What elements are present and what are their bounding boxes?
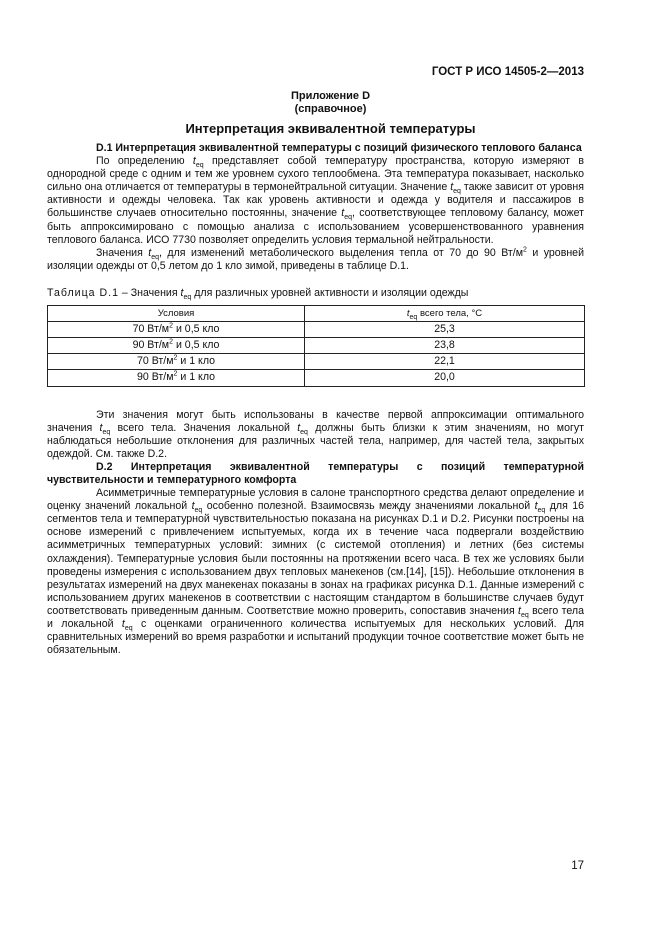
- data-table: [47, 305, 585, 386]
- paragraph-d2-1: Асимметричные температурные условия в салоне транспортного средства делают определение и оценку значений локальной $t_{eq}$ особенно полезной. Взаимосвязь между значениями локальной $t_{eq}$ для 16 сегментов тела и температурной чувствительностью показана на рисунках D.1 и D.2. Рисунки построены на основе измерений с привлечением испытуемых, когда их в течение часа подвергали воздействию асимметричных температурных условий: зимних (с системой отопления) и летних (без системы охлаждения). Температурные условия были постоянны на протяжении всего часа. В тех же условиях были проведены измерения с использованием двух тепловых манекенов (см.[14], [15]). Небольшие отклонения в результатах измерений на двух манекенах показаны в зонах на графиках рисунка D.1. Данные измерений с использованием других манекенов в соответствии с настоящим стандартом в большинстве случаев будут соответствовать приведенным данным. Соответствие можно проверить, сопоставив значения $t_{eq}$ всего тела и локальной $t_{eq}$ с оценками ограниченного количества испытуемых для нескольких условий. Для сравнительных измерений во время разработки и испытаний продукции точное соответствие может быть не обязательным.: [47, 487, 584, 657]
- table-cell-condition: 70 $Вт/м^2$ и 1 кло: [48, 354, 305, 370]
- table-row: [48, 354, 585, 370]
- page-number: 17: [571, 860, 584, 872]
- column-header-teq: $t_{eq}$ всего тела, °С: [305, 306, 585, 322]
- section-d1-heading: D.1 Интерпретация эквивалентной температуры с позиций физического теплового баланса: [96, 142, 582, 154]
- table-cell-condition: 70 $Вт/м^2$ и 0,5 кло: [48, 322, 305, 338]
- body-text: [47, 142, 584, 657]
- column-header-conditions: Условия: [48, 306, 305, 322]
- section-d2-heading: D.2 Интерпретация эквивалентной температуры с позиций температурной чувствительности и температурного комфорта: [47, 460, 584, 486]
- table-row: [48, 338, 585, 354]
- table-caption: Таблица D.1 – Значения $t_{eq}$ для различных уровней активности и изоляции одежды: [47, 286, 469, 302]
- table-cell-value: 22,1: [305, 354, 585, 370]
- page-title: Интерпретация эквивалентной температуры: [185, 121, 476, 136]
- table-row: [48, 370, 585, 386]
- table-cell-condition: 90 $Вт/м^2$ и 1 кло: [48, 370, 305, 386]
- table-cell-value: 23,8: [305, 338, 585, 354]
- table-row: [48, 322, 585, 338]
- paragraph-d1-2: Значения $t_{eq}$, для изменений метаболического выделения тепла от 70 до 90 $Вт/м^2$ и уровней изоляции одежды от 0,5 летом до 1 кло зимой, приведены в таблице D.1.: [47, 246, 584, 272]
- paragraph-d1-1: По определению $t_{eq}$ представляет собой температуру пространства, которую измеряют в однородной среде с одним и тем же уровнем сухого теплообмена. Эта температура показывает, насколько сильно она отличается от температуры в термонейтральной ситуации. Значение $t_{eq}$ также зависит от уровня активности и одежды человека. Так как уровень активности и одежда у водителя и пассажиров в большинстве случаев относительно постоянны, значение $t_{eq}$, соответствующее тепловому балансу, может быть аппроксимировано с помощью анализа с использованием усовершенствованного уравнения теплового баланса. ИСО 7730 позволяет определить условия термальной нейтральности.: [47, 155, 584, 246]
- table-cell-value: 25,3: [305, 322, 585, 338]
- table-cell-condition: 90 $Вт/м^2$ и 0,5 кло: [48, 338, 305, 354]
- appendix-type: (справочное): [294, 103, 367, 115]
- appendix-label: Приложение D: [290, 90, 371, 102]
- paragraph-after-table: Эти значения могут быть использованы в качестве первой аппроксимации оптимального значения $t_{eq}$ всего тела. Значения локальной $t_{eq}$ должны быть близки к этим значениям, но могут наблюдаться небольшие отклонения для различных частей тела, например, для частей тела, закрытых одеждой. См. также D.2.: [47, 408, 584, 460]
- document-code: ГОСТ Р ИСО 14505-2—2013: [431, 66, 584, 78]
- appendix-heading: [0, 90, 661, 116]
- table-header-row: [48, 306, 585, 322]
- table-cell-value: 20,0: [305, 370, 585, 386]
